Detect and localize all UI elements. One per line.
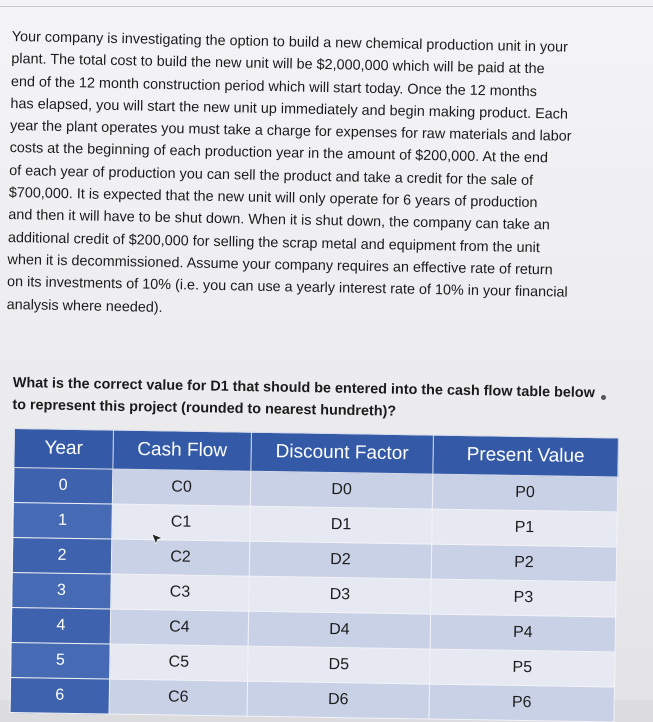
cash-flow-table-container: [10, 428, 618, 722]
paragraph-line: analysis where needed).: [6, 296, 163, 316]
discount-factor-cell: D2: [249, 541, 432, 579]
year-cell: 1: [13, 502, 113, 539]
year-cell: 3: [12, 572, 112, 609]
paragraph-line: additional credit of $200,000 for selling the scrap metal and equipment from the unit: [7, 229, 540, 256]
present-value-cell: P0: [432, 474, 618, 512]
year-cell: 4: [11, 607, 111, 644]
present-value-cell: P2: [431, 544, 617, 582]
paragraph-line: plant. The total cost to build the new unit will be $2,000,000 which will be paid at the: [11, 51, 545, 78]
header-cash-flow: Cash Flow: [113, 430, 252, 471]
cash-flow-cell: C1: [112, 504, 251, 541]
paragraph-line: when it is decommissioned. Assume your company requires an effective rate of return: [7, 251, 553, 279]
discount-factor-cell: D1: [250, 506, 433, 544]
present-value-cell: P3: [431, 579, 617, 617]
paragraph-line: has elapsed, you will start the new unit up immediately and begin making product. Each: [10, 95, 569, 123]
year-cell: 6: [10, 677, 110, 714]
paragraph-line: end of the 12 month construction period which will start today. Once the 12 months: [10, 73, 538, 100]
cash-flow-table: [10, 428, 619, 722]
question-line: What is the correct value for D1 that should be entered into the cash flow table below: [12, 374, 595, 402]
present-value-cell: P4: [430, 614, 616, 652]
cash-flow-cell: C5: [110, 644, 249, 681]
cash-flow-cell: C6: [109, 679, 248, 716]
stray-dot-mark: [601, 395, 606, 400]
header-present-value: Present Value: [433, 435, 619, 477]
cash-flow-cell: C2: [111, 539, 250, 576]
question-text: [12, 372, 643, 427]
paragraph-line: and then it will have to be shut down. When it is shut down, the company can take an: [8, 207, 550, 234]
paragraph-line: Your company is investigating the option to build a new chemical production unit in your: [11, 28, 569, 56]
paragraph-line: $700,000. It is expected that the new unit will only operate for 6 years of production: [8, 185, 538, 212]
header-discount-factor: Discount Factor: [251, 432, 434, 474]
present-value-cell: P6: [429, 684, 615, 722]
discount-factor-cell: D0: [250, 471, 433, 509]
header-year: Year: [14, 429, 114, 470]
present-value-cell: P5: [430, 649, 616, 687]
cash-flow-cell: C4: [110, 609, 249, 646]
discount-factor-cell: D4: [248, 611, 431, 649]
cash-flow-cell: C3: [111, 574, 250, 611]
year-cell: 0: [13, 468, 113, 505]
problem-paragraph: [6, 26, 643, 328]
year-cell: 2: [12, 537, 112, 574]
discount-factor-cell: D6: [247, 681, 430, 719]
paragraph-line: of each year of production you can sell the product and take a credit for the sale of: [9, 162, 534, 189]
discount-factor-cell: D5: [248, 646, 431, 684]
paragraph-line: year the plant operates you must take a charge for expenses for raw materials and labor: [9, 118, 572, 145]
paragraph-line: costs at the beginning of each production year in the amount of $200,000. At the end: [9, 140, 549, 167]
mouse-pointer-icon: [151, 533, 163, 545]
paragraph-line: on its investments of 10% (i.e. you can use a yearly interest rate of 10% in your financial: [6, 274, 568, 301]
question-line: to represent this project (rounded to nearest hundreth)?: [12, 396, 397, 420]
discount-factor-cell: D3: [249, 576, 432, 614]
year-cell: 5: [11, 642, 111, 679]
cash-flow-cell: C0: [112, 469, 251, 506]
present-value-cell: P1: [432, 509, 618, 547]
top-divider: [0, 6, 653, 7]
